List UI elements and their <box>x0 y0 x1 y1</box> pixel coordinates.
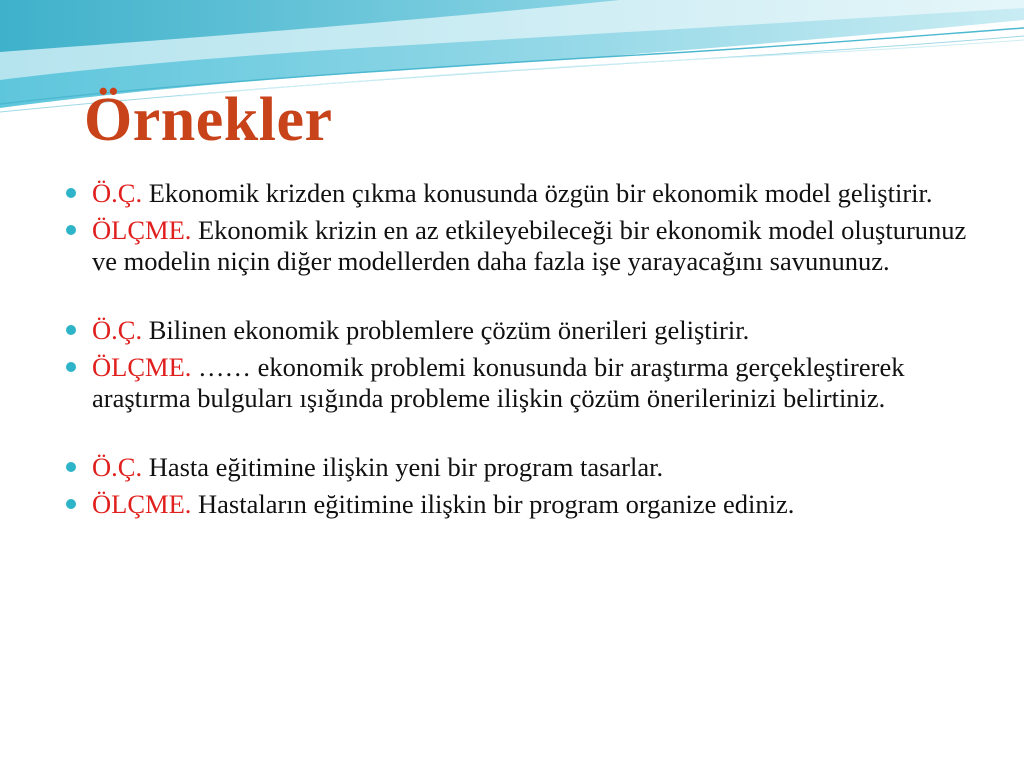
item-label: Ö.Ç. <box>92 178 143 208</box>
list-item <box>62 452 992 483</box>
list-item <box>62 178 992 209</box>
item-text: Hastaların eğitimine ilişkin bir program organize ediniz. <box>191 489 795 519</box>
item-text: Bilinen ekonomik problemlere çözüm önerileri geliştirir. <box>142 315 750 345</box>
list-item <box>62 489 992 520</box>
item-text: Ekonomik krizin en az etkileyebileceği bir ekonomik model oluşturunuz ve modelin niçin diğer modellerden daha fazla işe yarayacağını savununuz. <box>92 215 967 276</box>
bullet-icon <box>66 499 76 509</box>
bullet-icon <box>66 362 76 372</box>
slide-title: Örnekler <box>84 86 333 154</box>
item-text: …… ekonomik problemi konusunda bir araştırma gerçekleştirerek araştırma bulguları ışığında probleme ilişkin çözüm önerilerinizi belirtiniz. <box>92 352 905 413</box>
bullet-icon <box>66 188 76 198</box>
bullet-icon <box>66 325 76 335</box>
bullet-icon <box>66 225 76 235</box>
item-text: Hasta eğitimine ilişkin yeni bir program tasarlar. <box>142 452 664 482</box>
item-label: Ö.Ç. <box>92 452 143 482</box>
list-item <box>62 315 992 346</box>
item-label: ÖLÇME. <box>92 489 192 519</box>
item-label: ÖLÇME. <box>92 352 192 382</box>
bullet-icon <box>66 462 76 472</box>
list-item <box>62 352 992 414</box>
item-label: ÖLÇME. <box>92 215 192 245</box>
item-text: Ekonomik krizden çıkma konusunda özgün bir ekonomik model geliştirir. <box>142 178 933 208</box>
bullet-list <box>62 178 992 526</box>
list-item <box>62 215 992 277</box>
item-label: Ö.Ç. <box>92 315 143 345</box>
